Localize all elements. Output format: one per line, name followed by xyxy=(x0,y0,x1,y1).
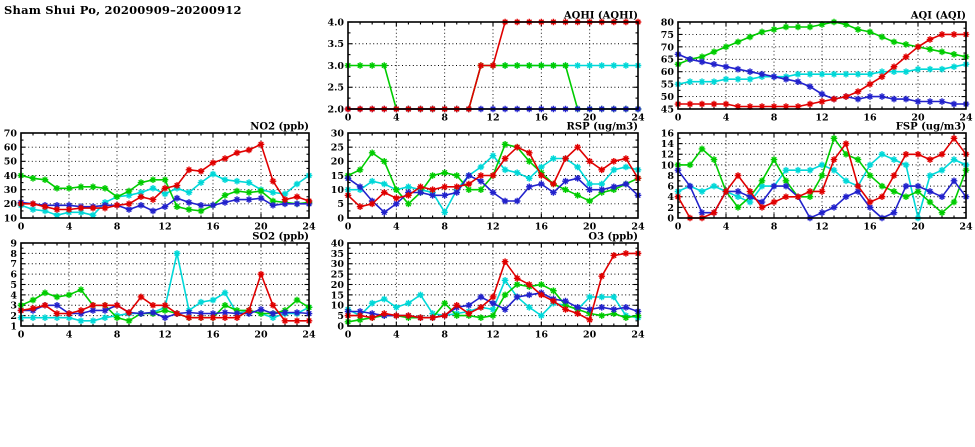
svg-text:16: 16 xyxy=(660,128,674,140)
svg-text:0: 0 xyxy=(337,213,344,225)
svg-text:0: 0 xyxy=(344,221,352,233)
chart-fsp xyxy=(652,119,975,235)
aqhi-aqhi-plot xyxy=(322,8,647,126)
svg-text:20: 20 xyxy=(3,199,17,211)
svg-text:0: 0 xyxy=(344,329,352,341)
svg-text:16: 16 xyxy=(206,329,220,341)
svg-text:3.0: 3.0 xyxy=(327,60,344,72)
svg-text:24: 24 xyxy=(631,112,645,124)
svg-text:20: 20 xyxy=(330,156,344,168)
svg-text:16: 16 xyxy=(206,221,220,233)
svg-text:25: 25 xyxy=(330,269,344,281)
svg-text:0: 0 xyxy=(17,221,25,233)
svg-text:8: 8 xyxy=(113,329,121,341)
svg-text:4: 4 xyxy=(722,221,730,233)
svg-text:12: 12 xyxy=(815,221,829,233)
svg-text:16: 16 xyxy=(534,221,548,233)
svg-text:15: 15 xyxy=(330,170,344,182)
svg-text:4: 4 xyxy=(65,329,73,341)
svg-text:24: 24 xyxy=(631,221,645,233)
so2-ppb-plot xyxy=(0,229,318,343)
svg-text:55: 55 xyxy=(660,79,674,91)
svg-text:12: 12 xyxy=(660,149,674,161)
chart-title: NO2 (ppb) xyxy=(250,121,309,133)
svg-text:0: 0 xyxy=(674,112,682,124)
svg-text:0: 0 xyxy=(667,213,674,225)
svg-text:0: 0 xyxy=(337,321,344,333)
svg-text:0: 0 xyxy=(344,112,352,124)
svg-text:5: 5 xyxy=(10,279,17,291)
svg-text:4: 4 xyxy=(722,112,730,124)
svg-text:5: 5 xyxy=(337,311,344,323)
svg-text:40: 40 xyxy=(330,238,344,250)
svg-text:4: 4 xyxy=(10,290,17,302)
svg-text:12: 12 xyxy=(486,221,500,233)
svg-text:20: 20 xyxy=(583,329,597,341)
svg-text:20: 20 xyxy=(583,221,597,233)
chart-title: SO2 (ppb) xyxy=(252,231,309,243)
svg-text:24: 24 xyxy=(959,221,973,233)
chart-aqhi xyxy=(322,8,647,126)
svg-text:8: 8 xyxy=(441,112,448,124)
svg-text:12: 12 xyxy=(815,112,829,124)
svg-text:2: 2 xyxy=(667,202,674,214)
page-title: Sham Shui Po, 20200909–20200912 xyxy=(4,3,242,17)
svg-text:5: 5 xyxy=(337,199,344,211)
svg-text:10: 10 xyxy=(660,160,674,172)
svg-text:8: 8 xyxy=(667,170,674,182)
svg-text:8: 8 xyxy=(770,221,778,233)
svg-text:12: 12 xyxy=(158,329,172,341)
svg-text:2.5: 2.5 xyxy=(327,82,344,94)
svg-text:15: 15 xyxy=(330,290,344,302)
svg-text:8: 8 xyxy=(441,221,448,233)
svg-text:30: 30 xyxy=(3,185,17,197)
svg-text:4: 4 xyxy=(393,112,400,124)
svg-text:20: 20 xyxy=(254,221,268,233)
svg-text:30: 30 xyxy=(330,128,344,140)
svg-text:7: 7 xyxy=(10,259,17,271)
svg-text:50: 50 xyxy=(660,91,674,103)
o3-ppb-plot xyxy=(322,229,647,343)
svg-text:20: 20 xyxy=(330,279,344,291)
svg-text:65: 65 xyxy=(660,54,674,66)
svg-text:4: 4 xyxy=(393,221,400,233)
svg-text:12: 12 xyxy=(158,221,172,233)
svg-text:45: 45 xyxy=(660,104,674,116)
svg-text:2: 2 xyxy=(10,311,17,323)
svg-text:0: 0 xyxy=(674,221,682,233)
svg-text:8: 8 xyxy=(10,248,17,260)
svg-text:20: 20 xyxy=(911,221,925,233)
chart-aqi xyxy=(652,8,975,126)
svg-text:4: 4 xyxy=(65,221,73,233)
svg-text:2.0: 2.0 xyxy=(327,104,344,116)
svg-text:3: 3 xyxy=(10,300,17,312)
chart-title: AQI (AQI) xyxy=(910,10,966,22)
chart-so2 xyxy=(0,229,318,343)
svg-text:70: 70 xyxy=(660,42,674,54)
svg-text:25: 25 xyxy=(330,142,344,154)
svg-text:24: 24 xyxy=(302,329,316,341)
svg-text:9: 9 xyxy=(10,238,17,250)
svg-text:60: 60 xyxy=(660,67,674,79)
svg-text:6: 6 xyxy=(10,269,17,281)
svg-text:20: 20 xyxy=(911,112,925,124)
svg-text:16: 16 xyxy=(534,329,548,341)
svg-text:24: 24 xyxy=(631,329,645,341)
svg-text:8: 8 xyxy=(770,112,778,124)
svg-text:12: 12 xyxy=(486,329,500,341)
svg-text:40: 40 xyxy=(3,170,17,182)
svg-text:16: 16 xyxy=(863,112,877,124)
svg-text:30: 30 xyxy=(330,259,344,271)
svg-text:4: 4 xyxy=(393,329,400,341)
chart-rsp xyxy=(322,119,647,235)
tick-labels xyxy=(661,17,973,123)
svg-text:4.0: 4.0 xyxy=(327,17,344,29)
svg-text:3.5: 3.5 xyxy=(327,39,344,51)
rsp-ug-m3-plot xyxy=(322,119,647,235)
svg-text:16: 16 xyxy=(863,221,877,233)
chart-title: FSP (ug/m3) xyxy=(895,121,966,133)
svg-text:70: 70 xyxy=(3,128,17,140)
svg-text:4: 4 xyxy=(667,192,674,204)
svg-text:80: 80 xyxy=(660,17,674,29)
svg-text:75: 75 xyxy=(660,29,674,41)
chart-no2 xyxy=(0,119,318,235)
svg-text:8: 8 xyxy=(441,329,448,341)
chart-title: O3 (ppb) xyxy=(588,231,638,243)
svg-text:12: 12 xyxy=(486,112,500,124)
tick-labels xyxy=(327,17,645,123)
svg-text:14: 14 xyxy=(660,139,674,151)
chart-title: AQHI (AQHI) xyxy=(563,10,638,22)
chart-title: RSP (ug/m3) xyxy=(566,121,638,133)
svg-text:24: 24 xyxy=(302,221,316,233)
svg-text:50: 50 xyxy=(3,156,17,168)
no2-ppb-plot xyxy=(0,119,318,235)
svg-text:10: 10 xyxy=(330,300,344,312)
svg-text:20: 20 xyxy=(254,329,268,341)
svg-text:6: 6 xyxy=(667,181,674,193)
svg-text:20: 20 xyxy=(583,112,597,124)
svg-text:35: 35 xyxy=(330,248,344,260)
svg-text:0: 0 xyxy=(17,329,25,341)
svg-text:1: 1 xyxy=(10,321,17,333)
svg-text:10: 10 xyxy=(3,213,17,225)
aqi-aqi-plot xyxy=(652,8,975,126)
svg-text:10: 10 xyxy=(330,185,344,197)
svg-text:60: 60 xyxy=(3,142,17,154)
svg-text:24: 24 xyxy=(959,112,973,124)
svg-text:16: 16 xyxy=(534,112,548,124)
fsp-ug-m3-plot xyxy=(652,119,975,235)
chart-o3 xyxy=(322,229,647,343)
svg-text:8: 8 xyxy=(113,221,121,233)
